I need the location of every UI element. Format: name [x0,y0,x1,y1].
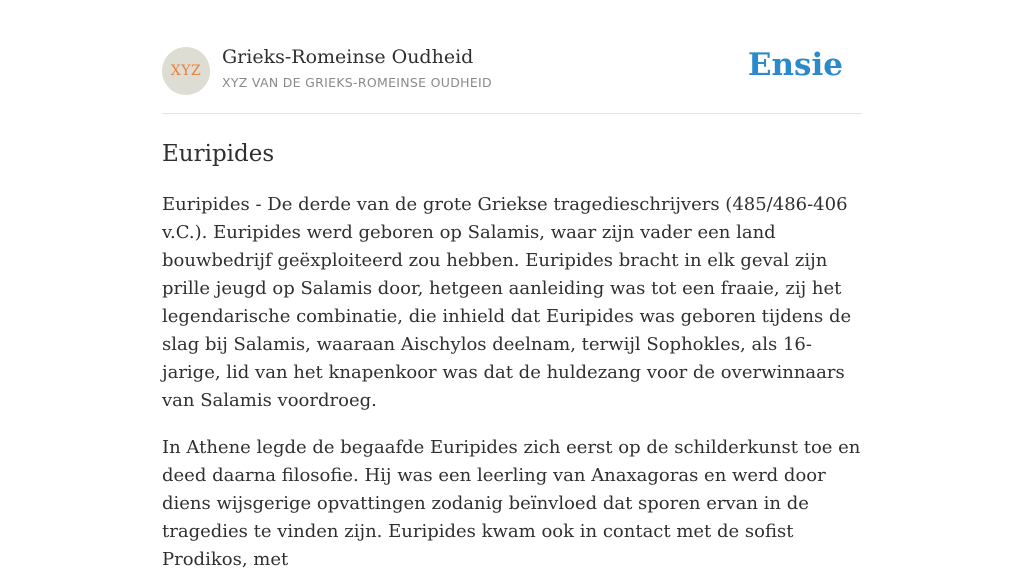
site-avatar[interactable]: XYZ [162,47,210,95]
article-title: Euripides [162,141,275,167]
ensie-logo[interactable]: Ensie [747,47,843,83]
article-paragraph: Euripides - De derde van de grote Griekse tragedieschrijvers (485/486-406 v.C.). Euripides werd geboren op Salamis, waar zijn vader een land bouwbedrijf geëxploiteerd zou hebben. Euripides bracht in elk geval zijn prille jeugd op Salamis door, hetgeen aanleiding was tot een fraaie, zij het legendarische combinatie, die inhield dat Euripides was geboren tijdens de slag bij Salamis, waaraan Aischylos deelnam, terwijl Sophokles, als 16-jarige, lid van het knapenkoor was dat de huldezang voor de overwinnaars van Salamis voordroeg. [162,194,852,411]
article-paragraph: In Athene legde de begaafde Euripides zich eerst op de schilderkunst toe en deed daarna filosofie. Hij was een leerling van Anaxagoras en werd door diens wijsgerige opvattingen zodanig beïnvloed dat sporen ervan in de tragedies te vinden zijn. Euripides kwam ook in contact met de sofist Prodikos, met [162,437,861,570]
page [162,0,862,574]
site-header [162,0,862,114]
site-title-link[interactable]: Grieks-Romeinse Oudheid [222,46,474,68]
site-subtitle: XYZ VAN DE GRIEKS-ROMEINSE OUDHEID [222,75,492,90]
